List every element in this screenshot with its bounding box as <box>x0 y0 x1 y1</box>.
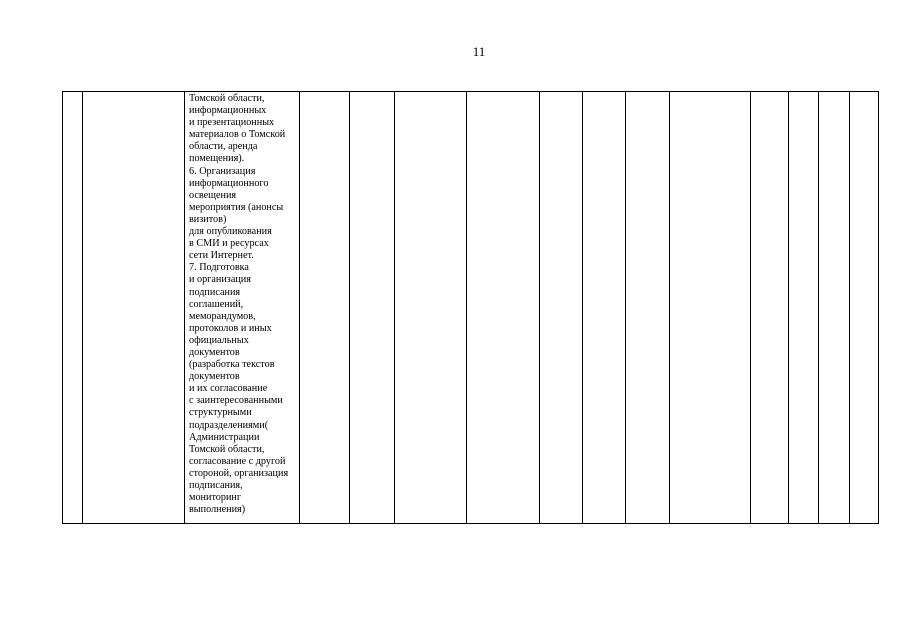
description-line: информационных <box>189 105 267 117</box>
description-line: мониторинг <box>189 492 242 504</box>
description-line: информационного <box>189 177 269 189</box>
description-line: выполнения) <box>189 504 246 516</box>
page-number: 11 <box>472 44 486 59</box>
table-cell <box>350 92 395 524</box>
table-cell-description <box>185 92 300 524</box>
description-line: протоколов и иных <box>189 322 272 334</box>
table-cell <box>789 92 819 524</box>
description-line: сети Интернет. <box>189 250 254 262</box>
table-cell <box>540 92 583 524</box>
table-cell <box>751 92 789 524</box>
table-cell <box>626 92 670 524</box>
description-line: меморандумов, <box>189 310 256 322</box>
document-table <box>62 91 879 524</box>
description-line: подписания <box>189 286 241 298</box>
description-line: помещения). <box>189 153 245 165</box>
description-line: освещения <box>189 189 237 201</box>
description-line: согласование с другой <box>189 455 286 467</box>
table-cell-number <box>63 92 83 524</box>
table-row <box>63 92 879 524</box>
description-line: подписания, <box>189 480 243 491</box>
description-line: документов <box>189 371 240 383</box>
description-line: Администрации <box>189 431 260 443</box>
description-line: структурными <box>189 407 252 419</box>
table-cell <box>467 92 540 524</box>
description-line: визитов) <box>189 213 227 225</box>
table-cell-name <box>83 92 185 524</box>
description-line: подразделениями( <box>189 419 269 431</box>
description-line: документов <box>189 346 240 358</box>
description-line: соглашений, <box>189 298 244 310</box>
description-line: Томской области, <box>189 443 265 455</box>
description-line: материалов о Томской <box>189 129 286 141</box>
description-line: с заинтересованными <box>189 395 283 407</box>
description-line: Томской области, <box>189 93 265 104</box>
table-cell <box>300 92 350 524</box>
table-cell <box>395 92 467 524</box>
table-cell <box>850 92 879 524</box>
table-cell <box>583 92 626 524</box>
table-cell <box>819 92 850 524</box>
description-line: в СМИ и ресурсах <box>189 238 269 250</box>
description-line: официальных <box>189 334 249 346</box>
description-line: 7. Подготовка <box>189 262 249 274</box>
description-line: (разработка текстов <box>189 359 275 371</box>
description-line: мероприятия (анонсы <box>189 201 284 213</box>
description-line: для опубликования <box>189 226 272 238</box>
description-line: и их согласование <box>189 383 268 395</box>
description-line: и организация <box>189 274 251 286</box>
description-line: стороной, организация <box>189 467 289 479</box>
description-line: 6. Организация <box>189 165 256 177</box>
table-cell <box>670 92 751 524</box>
description-line: и презентационных <box>189 117 275 129</box>
description-text <box>185 92 299 516</box>
description-line: области, аренда <box>189 141 258 153</box>
